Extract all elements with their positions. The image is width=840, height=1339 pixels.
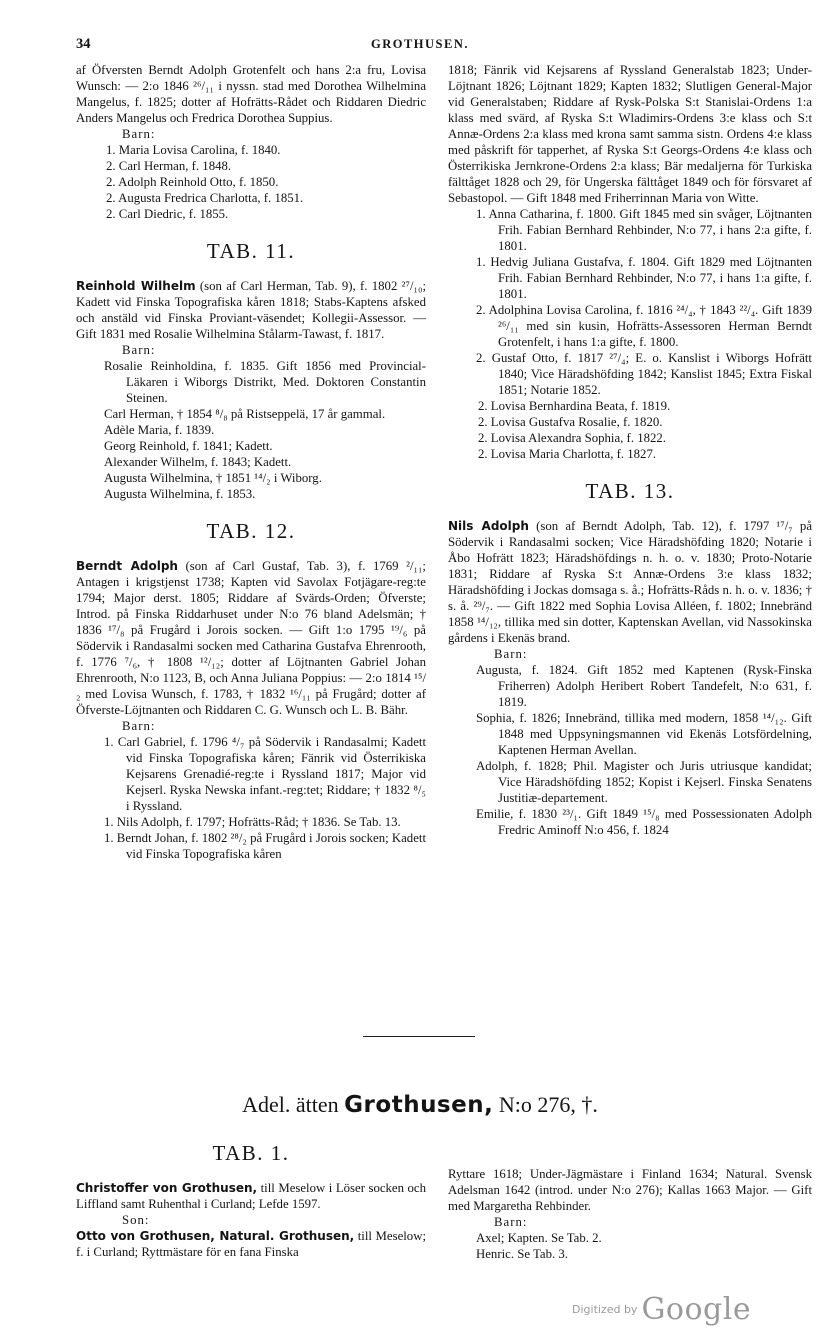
entry-text: Sophia, f. 1826; Innebränd, tillika med modern, 1858 ¹⁴/₁₂. Gift 1848 med Uppsyningsmannen vid Ekenäs Lotsfördelning, Kaptenen Herman Avellan. [476, 711, 812, 757]
entry-text: Barn: [494, 647, 528, 661]
entry-name: Nils Adolph [448, 519, 529, 533]
entry-paragraph [448, 62, 812, 206]
child-entry [448, 398, 812, 414]
entry-text: Henric. Se Tab. 3. [476, 1247, 568, 1261]
tab-12-body [76, 558, 426, 862]
entry-text: Carl Herman, † 1854 ⁸/₈ på Ristseppelä, 17 år gammal. [104, 407, 386, 421]
entry-text: 2. Adolph Reinhold Otto, f. 1850. [106, 175, 279, 189]
child-entry [76, 174, 426, 190]
entry-text: 2. Adolphina Lovisa Carolina, f. 1816 ²⁴/₄, † 1843 ²²/₄. Gift 1839 ²⁶/₁₁ med sin kusin, Hofrätts-Assessoren Herman Berndt Grotenfelt, i hans 1:a gifte, f. 1800. [476, 303, 812, 349]
child-entry [76, 470, 426, 486]
entry-text: 2. Augusta Fredrica Charlotta, f. 1851. [106, 191, 304, 205]
child-entry [76, 734, 426, 814]
entry-text: Adolph, f. 1828; Phil. Magister och Juris utriusque kandidat; Vice Häradshöfding 1852; Kopist i Kejserl. Finska Senatens Justitiæ-departement. [476, 759, 812, 805]
left-column-lower [76, 1140, 426, 1260]
child-entry [448, 446, 812, 462]
entry-text: 1. Hedvig Juliana Gustafva, f. 1804. Gift 1829 med Löjtnanten Frih. Fabian Bernhard Rehbinder, N:o 77, i hans 1:a gifte, f. 1801. [476, 255, 812, 301]
entry-paragraph [76, 558, 426, 718]
entry-paragraph [448, 1166, 812, 1214]
entry-text: Barn: [122, 719, 156, 733]
child-entry [448, 662, 812, 710]
child-entry [76, 358, 426, 406]
entry-paragraph [76, 1228, 426, 1260]
entry-text: 1. Nils Adolph, f. 1797; Hofrätts-Råd; † 1836. Se Tab. 13. [104, 815, 401, 829]
entry-text: Son: [122, 1213, 150, 1227]
entry-text: 1. Anna Catharina, f. 1800. Gift 1845 med sin svåger, Löjtnanten Frih. Fabian Bernhard Rehbinder, N:o 77, i hans 2:a gifte, f. 1801. [476, 207, 812, 253]
entry-name: Otto von Grothusen, Natural. Grothusen, [76, 1229, 355, 1243]
page-header [0, 36, 840, 54]
family-prefix: Adel. ätten [242, 1092, 339, 1117]
digitized-label: Digitized by [572, 1303, 638, 1316]
child-entry [76, 158, 426, 174]
children-label [76, 126, 426, 142]
entry-paragraph [76, 1180, 426, 1212]
child-entry [76, 190, 426, 206]
entry-text: Emilie, f. 1830 ²³/₁. Gift 1849 ¹⁵/₈ med Possessionaten Adolph Fredric Aminoff N:o 456, f. 1824 [476, 807, 812, 837]
entry-text: Augusta, f. 1824. Gift 1852 med Kaptenen (Rysk-Finska Friherren) Adolph Heribert Robert Tandefelt, N:o 631, f. 1819. [476, 663, 812, 709]
entry-paragraph [76, 278, 426, 342]
entry-name: Christoffer von Grothusen, [76, 1181, 258, 1195]
family-suffix: N:o 276, †. [498, 1092, 598, 1117]
tab-13-heading: TAB. 13. [585, 479, 675, 503]
child-entry [448, 206, 812, 254]
child-entry [76, 422, 426, 438]
entry-text: Ryttare 1618; Under-Jägmästare i Finland 1634; Natural. Svensk Adelsman 1642 (introd. under N:o 276); Kallas 1663 Major. — Gift med Margaretha Rehbinder. [448, 1167, 812, 1213]
child-entry [76, 406, 426, 422]
right-intro [448, 62, 812, 462]
child-entry [448, 1246, 812, 1262]
entry-text: 1. Carl Gabriel, f. 1796 ⁴/₇ på Södervik i Randasalmi; Kadett vid Finska Topografiska kåren; Fänrik vid Österrikiska Kejsarens Grenadié-reg:te i Ryssland 1817; Major vid Kejserl. Ryska Newska infant.-reg:tet; Riddare; † 1832 ⁸/₅ i Ryssland. [104, 735, 426, 813]
entry-text: Barn: [122, 127, 156, 141]
page-number: 34 [76, 36, 91, 52]
entry-text: 2. Carl Herman, f. 1848. [106, 159, 232, 173]
running-head: GROTHUSEN. [370, 37, 469, 51]
child-entry [76, 438, 426, 454]
tab-12-heading: TAB. 12. [206, 519, 296, 543]
right-column-lower [448, 1166, 812, 1262]
child-entry [448, 758, 812, 806]
child-entry [76, 142, 426, 158]
child-entry [76, 206, 426, 222]
entry-text: Augusta Wilhelmina, † 1851 ¹⁴/₂ i Wiborg. [104, 471, 322, 485]
child-entry [76, 830, 426, 862]
entry-name: Reinhold Wilhelm [76, 279, 196, 293]
entry-paragraph [76, 62, 426, 126]
child-entry [448, 1230, 812, 1246]
tab-11-body [76, 278, 426, 502]
children-label [76, 718, 426, 734]
child-entry [448, 414, 812, 430]
entry-text: Barn: [494, 1215, 528, 1229]
tab-13-body [448, 518, 812, 838]
entry-text: 1. Berndt Johan, f. 1802 ²⁸/₂ på Frugård i Jorois socken; Kadett vid Finska Topografiska kåren [104, 831, 426, 861]
entry-text: 2. Lovisa Bernhardina Beata, f. 1819. [478, 399, 671, 413]
g-tab-1-body [76, 1180, 426, 1260]
left-intro [76, 62, 426, 222]
digitized-footer [572, 1292, 751, 1327]
entry-text: Rosalie Reinholdina, f. 1835. Gift 1856 med Provincial-Läkaren i Wiborgs Distrikt, Med. Doktoren Constantin Steinen. [104, 359, 426, 405]
tab-11-heading: TAB. 11. [206, 239, 296, 263]
g-tab-1-heading: TAB. 1. [212, 1141, 290, 1165]
children-label [76, 1212, 426, 1228]
entry-text: 2. Gustaf Otto, f. 1817 ²⁷/₄; E. o. Kanslist i Wiborgs Hofrätt 1840; Vice Häradshöfding 1842; Kanslist 1845; Extra Fiskal 1851; Notarie 1852. [476, 351, 812, 397]
child-entry [448, 430, 812, 446]
child-entry [76, 454, 426, 470]
child-entry [76, 814, 426, 830]
children-label [448, 646, 812, 662]
entry-text: (son af Carl Gustaf, Tab. 3), f. 1769 ²/₁₁; Antagen i krigstjenst 1738; Kapten vid Savolax Fotjägare-reg:te 1794; Major derst. 1805; Riddare af Svärds-Orden; Öfverste; Introd. på Finska Riddarhuset under N:o 76 bland Adelsmän; † 1836 ¹⁷/₈ på Frugård i Jorois socken. — Gift 1:o 1795 ¹⁹/₆ på Södervik i Randasalmi socken med Catharina Gustafva Ehrenrooth, f. 1776 ⁷/₆, † 1808 ¹²/₁₂; dotter af Löjtnanten Gabriel Johan Ehrenrooth, N:o 1123, B, och Anna Juliana Poppius: — 2:o 1814 ¹⁵/₂ med Lovisa Wunsch, f. 1783, † 1832 ¹⁶/₁₁ på Frugård; dotter af Öfverste-Löjtnanten och Riddaren C. G. Wunsch och L. B. Bähr. [76, 559, 426, 717]
section-divider [363, 1036, 475, 1037]
entry-text: 2. Carl Diedric, f. 1855. [106, 207, 229, 221]
children-label [448, 1214, 812, 1230]
entry-text: (son af Berndt Adolph, Tab. 12), f. 1797 ¹⁷/₇ på Södervik i Randasalmi socken; Vice Häradshöfding 1820; Notarie i Åbo Hofrätt 1823; Häradshöfdings n. h. o. v. 1830; Proto-Notarie 1831; Riddare af Ryska S:t Annæ-Ordens 3:e klass 1832; Häradshöfding i Jockas domsaga s. å.; Hofrätts-Råds n. h. o. v. 1836; † s. å. ²⁹/₇. — Gift 1822 med Sophia Lovisa Alléen, f. 1802; Innebränd 1858 ¹⁴/₁₂, tillika med sin dotter, Kaptenskan Avellan, vid Nassokinska gårdens i Ekenäs brand. [448, 519, 812, 645]
entry-text: Axel; Kapten. Se Tab. 2. [476, 1231, 602, 1245]
entry-text: 1. Maria Lovisa Carolina, f. 1840. [106, 143, 281, 157]
family-heading [0, 1092, 840, 1118]
entry-paragraph [448, 518, 812, 646]
right-column-upper [448, 62, 812, 838]
entry-text: Adèle Maria, f. 1839. [104, 423, 215, 437]
entry-text: 1818; Fänrik vid Kejsarens af Ryssland Generalstab 1823; Under-Löjtnant 1826; Löjtnant 1829; Kapten 1832; Slutligen General-Major vid Generalstaben; Riddare af Rysk-Polska S:t Stanislai-Ordens 1:a klass med svärd, af Ryska S:t Wladimirs-Ordens 3:e klass och S:t Annæ-Ordens 2:a klass med krona samt samma sistn. Ordens 4:e klass med påskrift för tapperhet, af Ryska S:t Georgs-Ordens 4:e klass och Österrikiska Jernkrone-Ordens 2:a klass; Bär medaljerna för Turkiska fälttåget 1828 och 29, för Ungerska fälttåget 1849 och för försvaret af Sebastopol. — Gift 1848 med Friherrinnan Maria von Witte. [448, 63, 812, 205]
entry-text: till Meselow i Löser socken och Liffland samt Ruhenthal i Curland; Lefde 1597. [76, 1181, 426, 1211]
google-logo: Google [641, 1292, 752, 1327]
child-entry [448, 254, 812, 302]
g-right-body [448, 1166, 812, 1262]
children-label [76, 342, 426, 358]
entry-text: 2. Lovisa Alexandra Sophia, f. 1822. [478, 431, 667, 445]
entry-text: (son af Carl Herman, Tab. 9), f. 1802 ²⁷/₁₀; Kadett vid Finska Topografiska kåren 1818; Stabs-Kaptens afsked och anstäld vid Finska Proviant-väsendet; Kollegii-Assessor. — Gift 1831 med Rosalie Wilhelmina Stålarm-Tawast, f. 1817. [76, 279, 426, 341]
entry-text: till Meselow; f. i Curland; Ryttmästare för en fana Finska [76, 1229, 427, 1259]
left-column-upper [76, 62, 426, 862]
entry-name: Berndt Adolph [76, 559, 178, 573]
child-entry [448, 806, 812, 838]
child-entry [448, 710, 812, 758]
entry-text: 2. Lovisa Maria Charlotta, f. 1827. [478, 447, 657, 461]
entry-text: Alexander Wilhelm, f. 1843; Kadett. [104, 455, 292, 469]
entry-text: Barn: [122, 343, 156, 357]
entry-text: Augusta Wilhelmina, f. 1853. [104, 487, 256, 501]
child-entry [448, 302, 812, 350]
entry-text: af Öfversten Berndt Adolph Grotenfelt och hans 2:a fru, Lovisa Wunsch: — 2:o 1846 ²⁶/₁₁ i nyssn. stad med Dorothea Wilhelmina Mangelus, f. 1825; dotter af Hofrätts-Rådet och Riddaren Diedric Anders Mangelus och Fredrica Dorothea Suppius. [76, 63, 426, 125]
family-name: Grothusen, [344, 1092, 494, 1118]
entry-text: Georg Reinhold, f. 1841; Kadett. [104, 439, 273, 453]
entry-text: 2. Lovisa Gustafva Rosalie, f. 1820. [478, 415, 663, 429]
child-entry [76, 486, 426, 502]
child-entry [448, 350, 812, 398]
